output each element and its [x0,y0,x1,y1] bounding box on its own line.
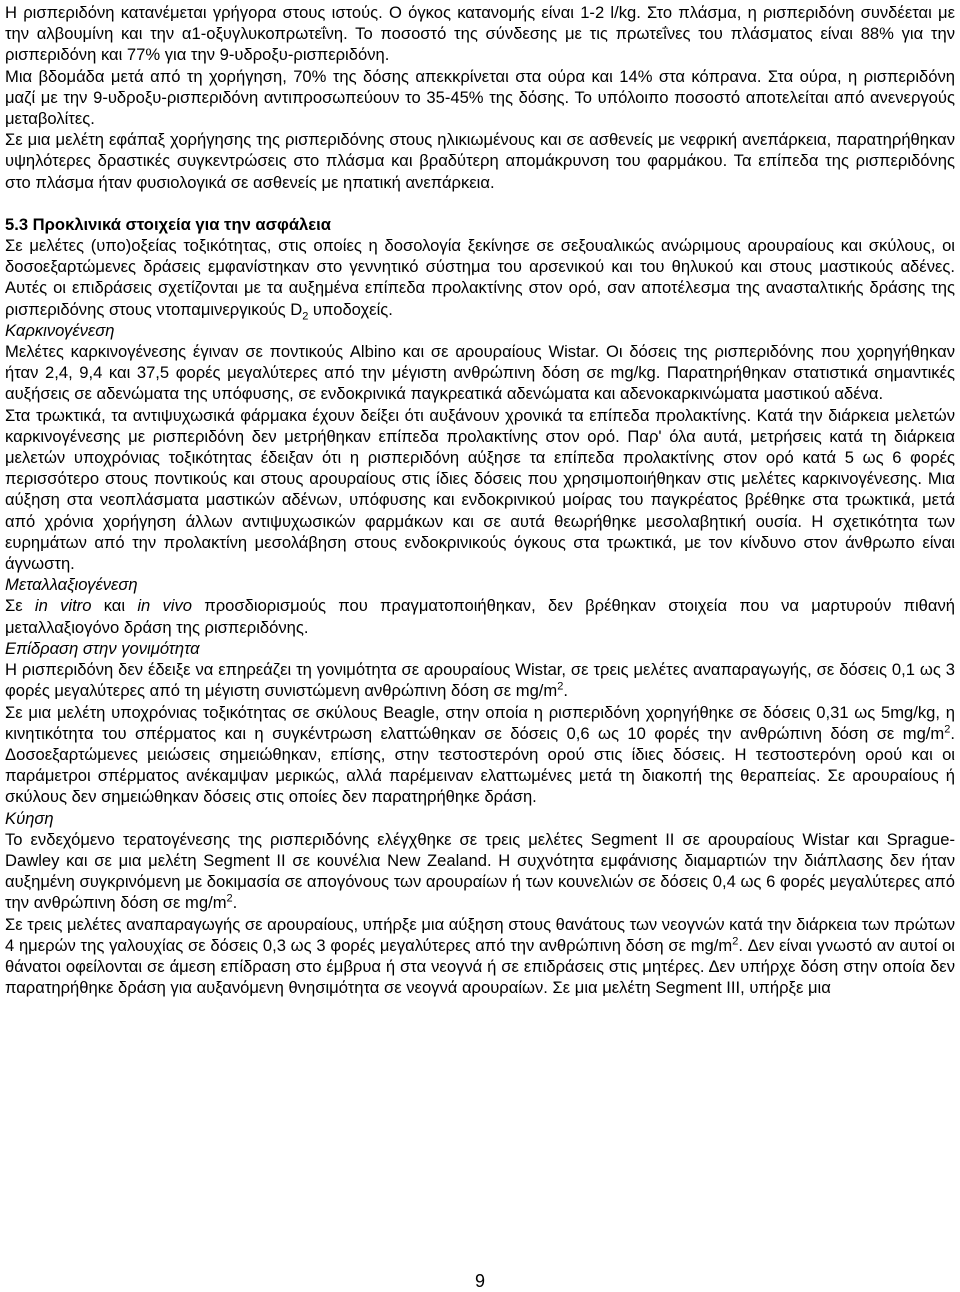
paragraph-gap [5,193,955,214]
paragraph-elderly-renal: Σε μια μελέτη εφάπαξ χορήγησης της ρισπεριδόνης στους ηλικιωμένους και σε ασθενείς με νεφρική ανεπάρκεια, παρατηρήθηκαν υψηλότερες δραστικές συγκεντρώσεις στο πλάσμα και βραδύτερη απομάκρυνση του φαρμάκου. Τα επίπεδα της ρισπεριδόνης στο πλάσμα ήταν φυσιολογικά σε ασθενείς με ηπατική ανεπάρκεια. [5,130,955,192]
paragraph-prolactin-rodents: Στα τρωκτικά, τα αντιψυχωσικά φάρμακα έχουν δείξει ότι αυξάνουν χρονικά τα επίπεδα προλακτίνης. Κατά την διάρκεια μελετών καρκινογένεσης με ρισπεριδόνη δεν μετρήθηκαν επίπεδα προλακτίνης στον ορό. Παρ' όλα αυτά, μετρήσεις κατά τη διάρκεια μελετών υποχρόνιας τοξικότητας έδειξαν ότι η ρισπεριδόνη αύξησε τα επίπεδα προλακτίνης στον ορό κατά 5 ως 6 φορές περισσότερο στους ποντικούς και στους αρουραίους στις ίδιες δόσεις που χρησιμοποιήθηκαν στις μελέτες καρκινογένεσης. Μια αύξηση στα νεοπλάσματα μαστικών αδένων, υπόφυσης και ενδοκρινικού μοίρας του παγκρέατος βρέθηκε στα τρωκτικά, μετά από χρόνια χορήγηση άλλων αντιψυχωσικών φαρμάκων και σε αυτά θεωρήθηκε μεσολαβητική ουσία. Η σχετικότητα των ευρημάτων από την προλακτίνη μεσολάβηση στους ενδοκρινικούς όγκους στα τρωκτικά, με τον κίνδυνο στον άνθρωπο είναι άγνωστη. [5,405,955,574]
paragraph-carcinogenesis-studies: Μελέτες καρκινογένεσης έγιναν σε ποντικούς Albino και σε αρουραίους Wistar. Οι δόσεις της ρισπεριδόνης που χορηγήθηκαν ήταν 2,4, 9,4 και 37,5 φορές μεγαλύτερες από την μέγιστη ανθρώπινη δόση σε mg/kg. Παρατηρήθηκαν στατιστικά σημαντικές αυξήσεις σε αδενώματα της υπόφυσης, σε ενδοκρινικά παγκρεατικά αδενώματα και αδενοκαρκινώματα μαστικού αδένα. [5,342,955,404]
subheading-carcinogenesis: Καρκινογένεση [5,320,115,340]
paragraph-reproduction: Σε τρεις μελέτες αναπαραγωγής σε αρουραίους, υπήρξε μια αύξηση στους θανάτους των νεογνών κατά την διάρκεια των πρώτων 4 ημερών της γαλουχίας σε δόσεις 0,3 ως 3 φορές μεγαλύτερες από την ανθρώπινη δόση σε $mg/m^2$. Δεν είναι γνωστό αν αυτοί οι θάνατοι οφείλονται σε άμεση επίδραση στο έμβρυα ή στα νεογνά ή σε επιδράσεις στις μητέρες. Δεν υπήρχε δόση στην οποία δεν παρατηρήθηκε δράση για αυξανόμενη θνησιμότητα σε νεογνά αρουραίων. Σε μια μελέτη Segment III, υπήρξε μια [5,914,955,998]
section-heading: 5.3 Προκλινικά στοιχεία για την ασφάλεια [5,214,331,234]
paragraph-fertility-rats: Η ρισπεριδόνη δεν έδειξε να επηρεάζει τη γονιμότητα σε αρουραίους Wistar, σε τρεις μελέτες αναπαραγωγής, σε δόσεις 0,1 ως 3 φορές μεγαλύτερες από τη μέγιστη συνιστώμενη ανθρώπινη δόση σε $mg/m^2$. [5,660,955,701]
page-number: 9 [474,1271,485,1291]
paragraph-excretion: Μια βδομάδα μετά από τη χορήγηση, 70% της δόσης απεκκρίνεται στα ούρα και 14% στα κόπρανα. Στα ούρα, η ρισπεριδόνη μαζί με την 9-υδροξυ-ρισπεριδόνη αντιπροσωπεύουν το 35-45% της δόσης. Το υπόλοιπο ποσοστό αποτελείται από ανενεργούς μεταβολίτες. [5,66,955,129]
paragraph-distribution: Η ρισπεριδόνη κατανέμεται γρήγορα στους ιστούς. Ο όγκος κατανομής είναι 1-2 l/kg. Στο πλάσμα, η ρισπεριδόνη συνδέεται με την αλβουμίνη και την α1-οξυγλυκοπρωτεΐνη. Το ποσοστό της σύνδεσης με τις πρωτεΐνες του πλάσματος είναι 88% για την ρισπεριδόνη και 77% για την 9-υδροξυ-ρισπεριδόνη. [5,3,955,65]
paragraph-teratogenicity: Το ενδεχόμενο τερατογένεσης της ρισπεριδόνης ελέγχθηκε σε τρεις μελέτες Segment II σε αρουραίους Wistar και Sprague-Dawley και σε μια μελέτη Segment II σε κουνέλια New Zealand. Η συχνότητα εμφάνισης διαμαρτιών την διάπλασης δεν ήταν αυξημένη συγκρινόμενη με δοκιμασία σε απογόνους των αρουραίων ή των κουνελιών σε δόσεις 0,4 ως 6 φορές μεγαλύτερες από την ανθρώπινη δόση σε $mg/m^2$. [5,829,955,913]
subheading-pregnancy: Κύηση [5,808,54,828]
paragraph-mutagenesis: Σε in vitro και in vivo προσδιορισμούς που πραγματοποιήθηκαν, δεν βρέθηκαν στοιχεία που να μαρτυρούν πιθανή μεταλλαξιογόνο δράση της ρισπεριδόνης. [5,596,956,637]
document-page [5,2,955,998]
paragraph-toxicity: Σε μελέτες (υπο)οξείας τοξικότητας, στις οποίες η δοσολογία ξεκίνησε σε σεξουαλικώς ανώριμους αρουραίους και σκύλους, οι δοσοεξαρτώμενες δράσεις εμφανίστηκαν στο γεννητικό σύστημα του αρσενικού και του θηλυκού και στους μαστικούς αδένες. Αυτές οι επιδράσεις σχετίζονται με τα αυξημένα επίπεδα προλακτίνης στον ορό, σαν αποτέλεσμα της ανασταλτικής δράσης της ρισπεριδόνης στους ντοπαμινεργικούς $D_2$ υποδοχείς. [5,236,955,322]
subheading-fertility: Επίδραση στην γονιμότητα [5,638,200,658]
subheading-mutagenesis: Μεταλλαξιογένεση [5,575,138,595]
paragraph-fertility-dogs: Σε μια μελέτη υποχρόνιας τοξικότητας σε σκύλους Beagle, στην οποία η ρισπεριδόνη χορηγήθηκε σε δόσεις 0,31 ως 5mg/kg, η κινητικότητα του σπέρματος και η συγκέντρωση ελαττώθηκαν σε δόσεις 0,6 ως 10 φορές την ανθρώπινη δόση σε $mg/m^2$. Δοσοεξαρτώμενες μειώσεις σημειώθηκαν, επίσης, στην τεστοστερόνη ορού στις ίδιες δόσεις. Η τεστοστερόνη ορού και οι παράμετροι σπέρματος ανέκαμψαν μερικώς, αλλά παρέμειναν ελαττωμένες μετά τη διακοπή της θεραπείας. Σε αρουραίους ή σκύλους δεν σημειώθηκαν δόσεις στις οποίες δεν παρατηρήθηκε δράση. [5,702,955,807]
